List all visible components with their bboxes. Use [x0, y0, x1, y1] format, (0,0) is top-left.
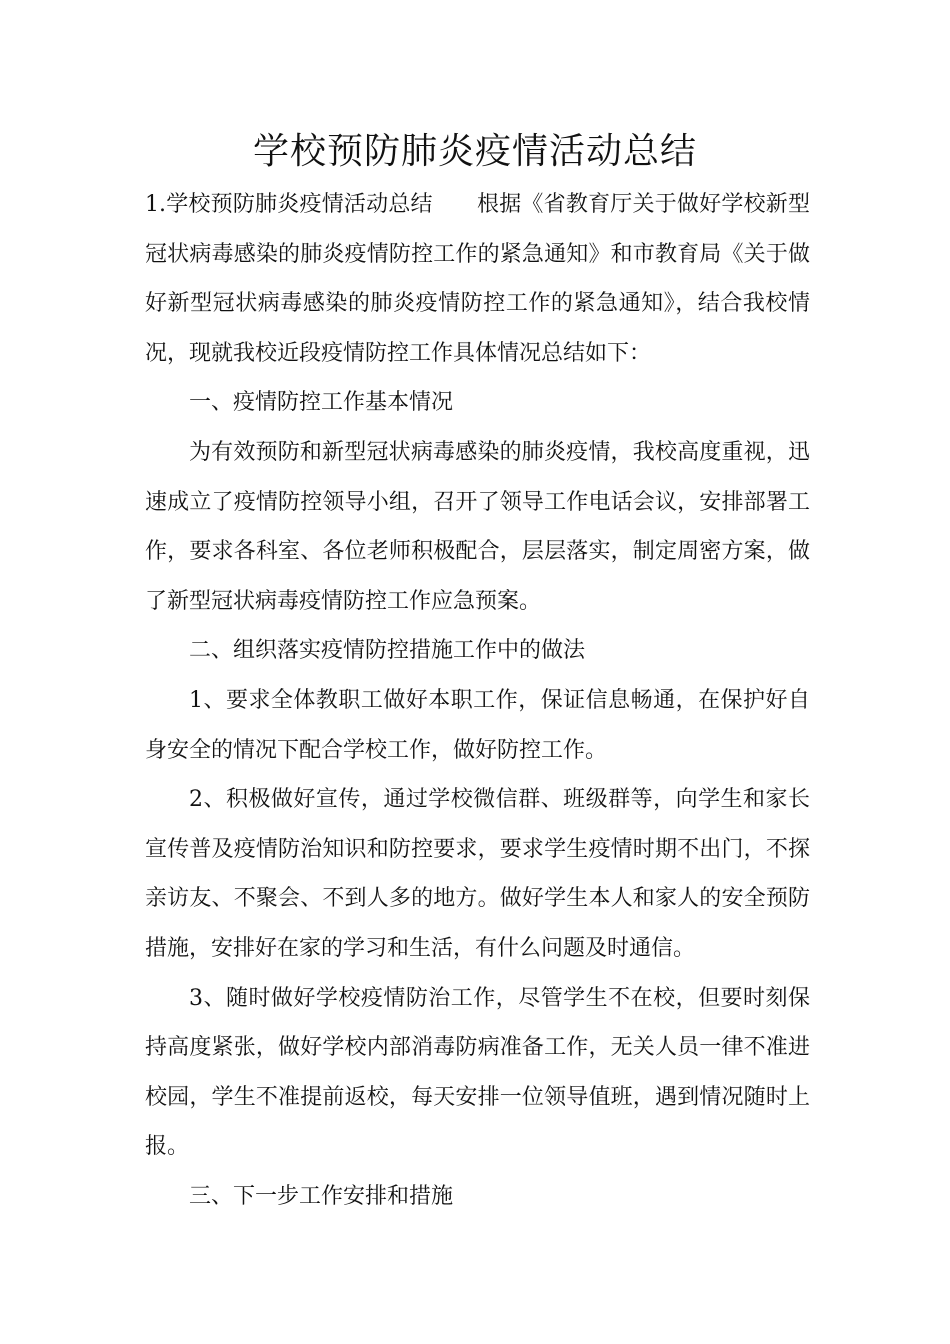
document-title: 学校预防肺炎疫情活动总结 [252, 131, 697, 172]
section2-item-1: 1、要求全体教职工做好本职工作，保证信息畅通，在保护好自身安全的情况下配合学校工作，做好防控工作。 [145, 687, 810, 763]
section2-item-3: 3、随时做好学校疫情防治工作，尽管学生不在校，但要时刻保持高度紧张，做好学校内部消毒防病准备工作，无关人员一律不准进校园，学生不准提前返校，每天安排一位领导值班，遇到情况随时上报。 [145, 985, 810, 1160]
section2-item-2: 2、积极做好宣传，通过学校微信群、班级群等，向学生和家长宣传普及疫情防治知识和防控要求，要求学生疫情时期不出门，不探亲访友、不聚会、不到人多的地方。做好学生本人和家人的安全预防措施，安排好在家的学习和生活，有什么问题及时通信。 [145, 787, 810, 961]
intro-text: 根据《省教育厅关于做好学校新型冠状病毒感染的肺炎疫情防控工作的紧急通知》和市教育局《关于做好新型冠状病毒感染的肺炎疫情防控工作的紧急通知》，结合我校情况，现就我校近段疫情防控工作具体情况总结如下： [145, 192, 810, 366]
section1-heading: 一、疫情防控工作基本情况 [189, 390, 454, 416]
intro-paragraph [145, 180, 810, 378]
document-body [145, 180, 810, 1221]
section2-heading: 二、组织落实疫情防控措施工作中的做法 [189, 638, 586, 664]
section3-heading: 三、下一步工作安排和措施 [189, 1183, 454, 1209]
intro-heading: 1.学校预防肺炎疫情活动总结 [145, 192, 433, 217]
section1-paragraph: 为有效预防和新型冠状病毒感染的肺炎疫情，我校高度重视，迅速成立了疫情防控领导小组，召开了领导工作电话会议，安排部署工作，要求各科室、各位老师积极配合，层层落实，制定周密方案，做了新型冠状病毒疫情防控工作应急预案。 [145, 439, 810, 614]
